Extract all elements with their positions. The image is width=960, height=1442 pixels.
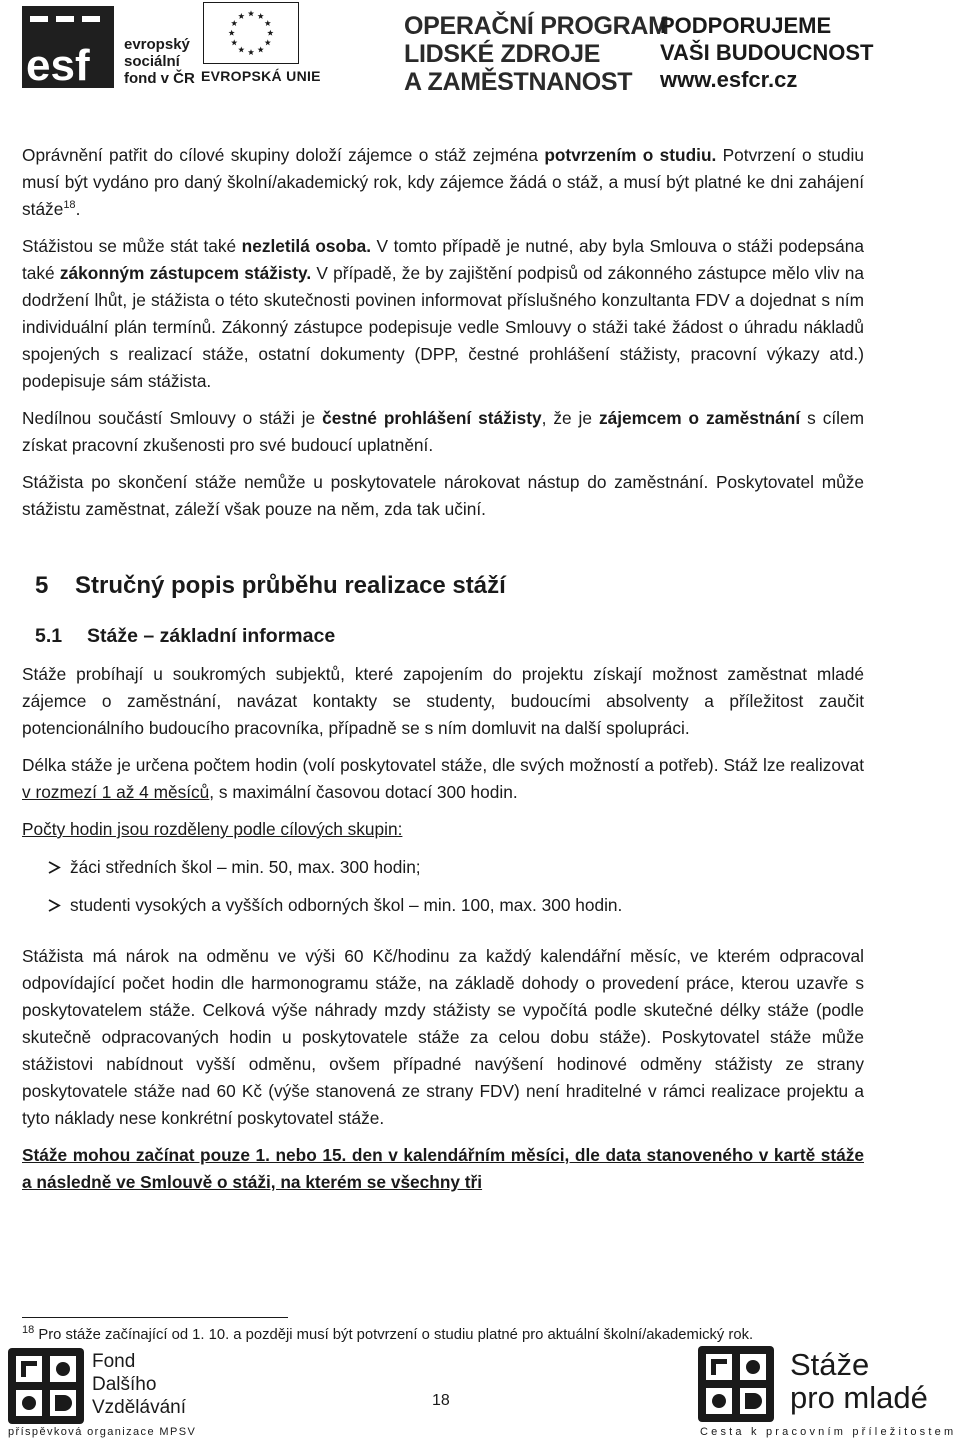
staze-line-2: pro mladé: [790, 1380, 928, 1415]
eu-star-icon: [238, 13, 244, 19]
eu-star-icon: [267, 30, 273, 36]
esfcr-label: [660, 12, 874, 93]
text-run: V případě, že by zajištění podpisů od zákonného zástupce mělo vliv na dodržení lhůt, je stážista o této skutečnosti povinen informovat příslušného konzultanta FDV a dojednat s ním individuální plán termínů. Zákonný zástupce podepisuje vedle Smlouvy o stáži také žádost o úhradu nákladů spojených s realizací stáže, ostatní dokumenty (DPP, čestné prohlášení stážisty, pracovní výkazy atd.) podepisuje sám stážista.: [22, 263, 865, 391]
paragraph-minor: [22, 233, 864, 395]
esf-logo-icon: [22, 6, 114, 88]
text-run: Délka stáže je určena počtem hodin (volí poskytovatel stáže, dle svých možností a potřeb). Stáž lze realizovat: [22, 755, 864, 775]
staze-logo-icon: [698, 1346, 774, 1422]
eu-star-icon: [248, 10, 254, 16]
paragraph-remuneration: Stážista má nárok na odměnu ve výši 60 Kč/hodinu za každý kalendářní měsíc, ve kterém odpracoval odpovídající počet hodin dle harmonogramu stáže, na základě dohody o provedení práce, kterou uzavře s poskytovatelem stáže. Celková výše náhrady mzdy stážisty se vypočítá podle skutečné délky stáže (podle skutečně odpracovaných hodin u poskytovatele stáže za celou dobu stáže). Poskytovatel stáže může stážistovi nabídnout vyšší odměnu, ovšem případné navýšení hodinové odměny stážisty ze strany poskytovatele stáže nad 60 Kč (výše stanovená ze strany FDV) není hraditelné v rámci realizace projektu a tyto náklady nese konkrétní poskytovatel stáže.: [22, 946, 864, 1128]
footnote: [22, 1326, 922, 1344]
list-title: Počty hodin jsou rozděleny podle cílových skupin:: [22, 819, 403, 839]
eu-star-icon: [265, 20, 271, 26]
eu-star-icon: [265, 39, 271, 45]
text-run: s cílem získat pracovní zkušenosti pro své budoucí uplatnění.: [22, 408, 864, 455]
op-line-3: A ZAMĚSTNANOST: [404, 68, 633, 96]
fdv-line-3: Vzdělávání: [92, 1397, 187, 1418]
eu-star-icon: [258, 46, 264, 52]
subsection-number: 5.1: [35, 625, 63, 647]
text-run: .: [75, 199, 81, 219]
arrow-bullet-icon: [46, 854, 64, 881]
staze-line-1: Stáže: [790, 1347, 870, 1382]
document-body: [22, 142, 864, 1196]
section-title: Stručný popis průběhu realizace stáží: [75, 572, 506, 599]
subsection-title: Stáže – základní informace: [87, 625, 336, 647]
svg-text:esf: esf: [26, 41, 90, 88]
esf-line-1: evropský: [124, 36, 190, 53]
op-line-1: OPERAČNÍ PROGRAM: [404, 12, 669, 40]
fdv-subtitle: příspěvková organizace MPSV: [8, 1426, 197, 1438]
section-number: 5: [35, 572, 49, 599]
esfcr-line-1: PODPORUJEME: [660, 13, 832, 38]
list-item-text: studenti vysokých a vyšších odborných škol – min. 100, max. 300 hodin.: [70, 895, 623, 915]
esf-line-2: sociální: [124, 53, 180, 70]
paragraph-duration: [22, 752, 864, 806]
fdv-label: [92, 1350, 186, 1419]
text-run: Oprávnění patřit do cílové skupiny doloží zájemce o stáž zejména: [22, 145, 545, 165]
footnote-text: Pro stáže začínající od 1. 10. a později musí být potvrzení o studiu platné pro aktuální školní/akademický rok.: [34, 1327, 754, 1343]
eu-flag-icon: [203, 2, 299, 64]
fdv-line-1: Fond: [92, 1351, 136, 1372]
esfcr-url: www.esfcr.cz: [660, 67, 798, 92]
arrow-bullet-icon: [46, 892, 64, 919]
eu-star-icon: [231, 20, 237, 26]
footnote-number: 18: [22, 1324, 35, 1337]
staze-subtitle: Cesta k pracovním příležitostem: [700, 1426, 957, 1438]
text-run: V tomto případě je nutné, aby byla Smlouva o stáži podepsána také: [22, 236, 864, 283]
eu-star-icon: [229, 30, 235, 36]
eu-star-icon: [238, 46, 244, 52]
staze-label: [790, 1348, 928, 1414]
text-run: Stážistou se může stát také: [22, 236, 242, 256]
eu-label: EVROPSKÁ UNIE: [201, 68, 321, 84]
fdv-logo-icon: [8, 1348, 84, 1424]
text-run: Potvrzení o studiu musí být vydáno pro daný školní/akademický rok, kdy zájemce žádá o stáž, a musí být platné ke dni zahájení stáže: [22, 145, 864, 219]
footnote-ref[interactable]: 18: [63, 199, 76, 212]
section-heading: [22, 571, 864, 601]
text-run: Nedílnou součástí Smlouvy o stáži je: [22, 408, 323, 428]
op-program-label: [404, 12, 669, 96]
paragraph-eligibility: [22, 142, 864, 223]
hours-list: [22, 854, 864, 919]
paragraph-employment: Stážista po skončení stáže nemůže u poskytovatele nárokovat nástup do zaměstnání. Poskytovatel může stážistu zaměstnat, záleží však pouze na něm, zda tak učiní.: [22, 472, 864, 519]
paragraph-intro: Stáže probíhají u soukromých subjektů, které zapojením do projektu získají možnost zaměstnat mladé zájemce o zaměstnání, navázat kontakty se studenty, budoucími absolventy a příležitost zaučit potencionálního budoucího pracovníka, případně se s ním domluvit na další spolupráci.: [22, 664, 864, 738]
esf-line-3: fond v ČR: [124, 70, 195, 87]
esfcr-line-2: VAŠI BUDOUCNOST: [660, 40, 874, 65]
eu-star-icon: [231, 39, 237, 45]
text-run-bold: nezletilá osoba.: [241, 236, 372, 256]
page-header: [0, 0, 960, 100]
fdv-line-2: Dalšího: [92, 1374, 157, 1395]
paragraph-declaration: [22, 405, 864, 459]
eu-star-icon: [258, 13, 264, 19]
page-number: 18: [432, 1392, 450, 1409]
op-line-2: LIDSKÉ ZDROJE: [404, 40, 601, 68]
text-run-bold: čestné prohlášení stážisty: [322, 408, 542, 428]
text-run-bold: zájemcem o zaměstnání: [598, 408, 801, 428]
paragraph-start-dates: Stáže mohou začínat pouze 1. nebo 15. den v kalendářním měsíci, dle data stanoveného v kartě stáže a následně ve Smlouvě o stáži, na kterém se všechny tři: [22, 1145, 864, 1192]
subsection-heading: [22, 623, 864, 649]
page-footer: [0, 1346, 960, 1442]
text-run-underline: v rozmezí 1 až 4 měsíců: [22, 782, 210, 802]
text-run: , že je: [541, 408, 599, 428]
text-run-bold: potvrzením o studiu.: [544, 145, 717, 165]
text-run-bold: zákonným zástupcem stážisty.: [59, 263, 312, 283]
list-item-text: žáci středních škol – min. 50, max. 300 hodin;: [70, 857, 421, 877]
text-run: , s maximální časovou dotací 300 hodin.: [209, 782, 518, 802]
list-item: [22, 854, 864, 881]
esf-label: [124, 36, 195, 87]
list-item: [22, 892, 864, 919]
footnote-separator: [22, 1317, 288, 1318]
eu-star-icon: [248, 49, 254, 55]
